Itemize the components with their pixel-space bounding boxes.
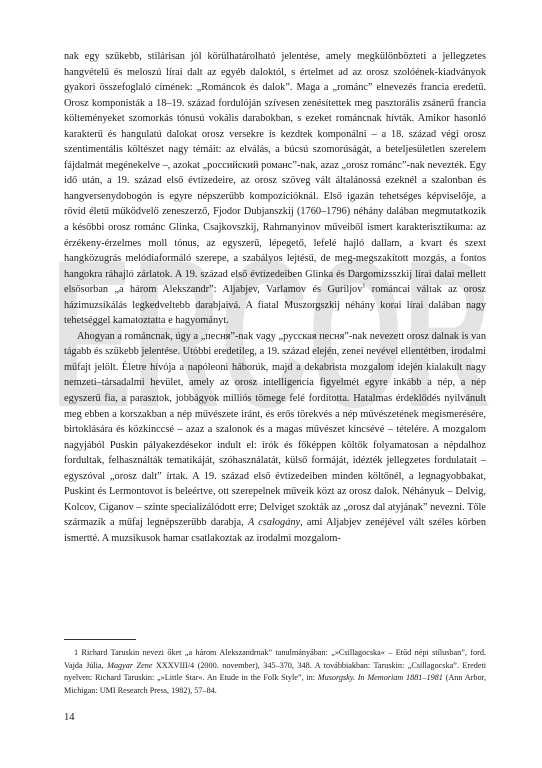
paragraph-2 <box>64 329 486 547</box>
page-number: 14 <box>64 712 75 723</box>
paragraph-2-text: Ahogyan a románcnak, úgy a „песня”-nak vagy „русская песня”-nak nevezett orosz dalnak is van tágabb és szűkebb jelentése. Utóbbi eredetileg, a 19. század elején, zenei nevével ellentétben, irodalmi műfajt jelölt. Életre hívója a napóleoni háborúk, majd a dekabrista mozgalom idején kialakult nagy nemzeti–társadalmi hevület, amely az orosz intelligencia figyelmét egyre inkább a nép, a nép egyszerű fia, a parasztok, jobbágyok milliós tömege felé fordította. Hatalmas érdeklődés nyilvánult meg ebben a korszakban a nép művészete iránt, és erős törekvés a nép művészetének megismerésére, birtoklására és közkinccsé – azaz a szalonok és a magas művészet kincsévé – tételére. A mozgalom nagyjából Puskin pályakezdésekor indult el: írók és főképpen költők folyamatosan a népdalhoz fordultak, felhasználták tematikáját, szóhasználatát, külső formáját, idézték jellegzetes fordulatait – egyszóval „orosz dalt” írtak. A 19. század első évtizedeiben minden költőnél, a legnagyobbakat, Puskint és Lermontovot is beleértve, ott szerepelnek műveik közt az orosz dalok. Néhányuk – Delvig, Kolcov, Ciganov – szinte specializálódott erre; Delviget szokták az „orosz dal atyjának” nevezni. Tőle származik a műfaj legnépszerűbb darabja, <box>64 330 486 529</box>
body-text <box>64 49 486 547</box>
footnote <box>64 647 486 697</box>
footnote-text-2: XXXVIII/4 (2000. november), 345–370, 348. A továbbiakban: Taruskin: „Csillagocska”. Eredeti nyelven: Richard Taruskin: „»Little Star«. An Etude in the Folk Style”, in: <box>64 660 487 683</box>
italic-title: A csalogány <box>247 517 301 529</box>
footnote-text-1: 1 Richard Taruskin nevezi őket „a három Alekszandrnak” tanulmányában: „»Csillagocska« – Etűd népi stílusban”, ford. Vajda Júlia, <box>64 648 486 670</box>
footnote-journal: Magyar Zene <box>107 660 153 670</box>
footnote-ref-1[interactable]: 1 <box>362 283 366 290</box>
paragraph-2-end: , ami Aljabjev zenéjével vált széles körben ismertté. A muzsikusok hamar csatlakoztak az irodalmi mozgalom- <box>64 517 487 544</box>
footnote-divider <box>64 639 136 640</box>
paragraph-1-end: románcai váltak az orosz házimuzsikálás legkedveltebb darabjaivá. A fiatal Muszorgszkij néhány korai lírai dalában nagy tehetséggel kamatoztatta e hagyományt. <box>64 284 486 327</box>
paragraph-1-text: nak egy szűkebb, stilárisan jól körülhatárolható jelentése, amely megkülönbözteti a jellegzetes hangvételű és meloszú lírai dalt az egyéb daloktól, s értelmet ad az orosz szolóének-kiadványok gyakori összefoglaló címének: „Románcok és dalok”. Maga a „románc” elnevezés francia eredetű. Orosz komponisták a 18–19. század fordulóján szívesen zenésítettek meg pasztorális zsánerű francia költeményeket szomorkás tónusú vokális darabokban, s ezeket románcnak hívták. Amikor hasonló karakterű és hangulatú dalokat orosz versekre is kezdtek komponálni – a 18. század végi orosz szentimentális költészet nagy témáit: az elválás, a búcsú szomorúságát, a beteljesületlen szerelem fájdalmát megénekelve –, azokat „российский романс”-nak, azaz „orosz románc”-nak nevezték. Egy idő után, a 19. század első évtizedeire, az orosz szöveg vált általánossá ezeknél a szalonban és hangversenydobogón is egyre népszerűbb kompozícióknál. Első igazán tehetséges képviselője, a rövid életű működvelő zeneszerző, Fjodor Dubjanszkij (1760–1796) néhány dalában megmutatkozik a későbbi orosz románc Glinka, Csajkovszkij, Rahmanyinov műveiből ismert karakterisztikuma: az érzékeny-érzelmes moll tónus, az egyszerű, lépegető, lefelé hajló dallam, a kvart és szext hangközugrás melódiaformáló szerepe, a szabályos lejtésű, de meg-megszakított mozgás, a fontos hangokra ráhajló zárlatok. A 19. század első évtizedeiben Glinka és Dargomizsszkij lírai dalai mellett elsősorban „a három Alekszandr”: Aljabjev, Varlamov és Guriljov <box>64 51 486 296</box>
paragraph-1 <box>64 49 486 329</box>
watermark-text: ERCOR <box>51 238 491 428</box>
footnote-book: Musorgsky. In Memoriam 1881–1981 <box>317 673 443 683</box>
footnote-text-3: (Ann Arbor, Michigan: UMI Research Press, 1982), 57–84. <box>64 673 487 695</box>
